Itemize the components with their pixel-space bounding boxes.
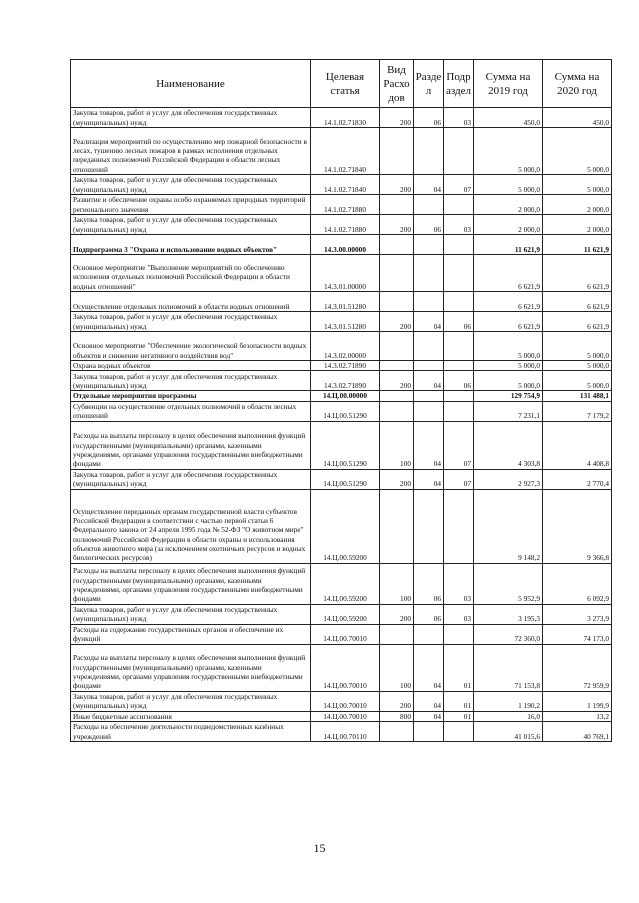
row-name: Закупка товаров, работ и услуг для обеспечения государственных (муниципальных) нужд [71,175,311,195]
table-row [71,711,612,721]
row-subsection: 01 [444,644,474,691]
row-section: 04 [414,691,444,711]
table-row [71,235,612,255]
row-sum-2019: 2 927,3 [474,469,543,489]
row-target-code: 14.1.02.71840 [311,128,380,175]
row-expense-type: 100 [380,644,414,691]
row-target-code: 14.1.02.71840 [311,175,380,195]
row-sum-2019: 6 621,9 [474,255,543,292]
header-sum-2020: Сумма на 2020 год [543,60,612,108]
row-section: 06 [414,215,444,235]
row-name: Расходы на выплаты персоналу в целях обеспечения выполнения функций государственными (муниципальными) органами, казенными учреждениями, органами управления государственными внебюджетными фондами [71,421,311,469]
row-section [414,401,444,421]
row-section: 04 [414,644,444,691]
row-name: Закупка товаров, работ и услуг для обеспечения государственных (муниципальных) нужд [71,215,311,235]
row-section [414,292,444,312]
row-sum-2020: 11 621,9 [543,235,612,255]
row-subsection [444,128,474,175]
row-section: 06 [414,108,444,128]
row-sum-2019: 5 000,0 [474,128,543,175]
row-sum-2020: 2 770,4 [543,469,612,489]
header-target: Целевая статья [311,60,380,108]
row-target-code: 14.3.00.00000 [311,235,380,255]
table-header-row [71,60,612,108]
row-section: 04 [414,711,444,721]
row-expense-type [380,489,414,563]
table-row [71,691,612,711]
table-row [71,721,612,741]
row-sum-2020: 5 000,0 [543,371,612,391]
row-expense-type [380,401,414,421]
row-sum-2020: 450,0 [543,108,612,128]
row-sum-2019: 2 000,0 [474,215,543,235]
row-expense-type: 200 [380,312,414,332]
header-name: Наименование [71,60,311,108]
row-subsection: 03 [444,215,474,235]
row-section [414,624,444,644]
row-target-code: 14.Ц.00.70010 [311,691,380,711]
row-sum-2020: 5 000,0 [543,128,612,175]
row-sum-2019: 5 000,0 [474,332,543,361]
row-subsection: 03 [444,563,474,604]
header-type: Вид Расхо дов [380,60,414,108]
row-subsection: 06 [444,312,474,332]
row-subsection: 01 [444,711,474,721]
row-expense-type [380,195,414,215]
row-sum-2019: 129 754,9 [474,391,543,401]
row-target-code: 14.Ц.00.70010 [311,644,380,691]
row-name: Реализация мероприятий по осуществлению мер пожарной безопасности в лесах, тушению лесных пожаров в рамках исполнения отдельных переданных полномочий Российской Федерации в области лесных отношений [71,128,311,175]
row-target-code: 14.Ц.00.70010 [311,624,380,644]
row-expense-type: 100 [380,563,414,604]
row-sum-2019: 5 000,0 [474,371,543,391]
row-sum-2019: 41 015,6 [474,721,543,741]
row-target-code: 14.Ц.00.00000 [311,391,380,401]
row-section: 04 [414,175,444,195]
table-row [71,175,612,195]
row-sum-2019: 4 303,8 [474,421,543,469]
row-name: Закупка товаров, работ и услуг для обеспечения государственных (муниципальных) нужд [71,371,311,391]
row-subsection: 03 [444,604,474,624]
row-sum-2020: 1 199,9 [543,691,612,711]
row-name: Развитие и обеспечение охраны особо охраняемых природных территорий регионального значения [71,195,311,215]
row-name: Осуществление переданных органам государственной власти субъектов Российской Федерации в соответствии с частью первой статьи 6 Федерального закона от 24 апреля 1995 года № 52-ФЗ "О животном мире" полномочий Российской Федерации в области охраны и использования объектов животного мира (за исключением охотничьих ресурсов и водных биологических ресурсов) [71,489,311,563]
table-row [71,371,612,391]
row-subsection: 07 [444,175,474,195]
table-row [71,312,612,332]
row-section: 04 [414,371,444,391]
row-sum-2019: 7 231,1 [474,401,543,421]
row-sum-2019: 6 621,9 [474,312,543,332]
row-subsection: 07 [444,421,474,469]
row-expense-type [380,361,414,371]
table-row [71,292,612,312]
header-section: Разде л [414,60,444,108]
row-name: Субвенции на осуществление отдельных полномочий в области лесных отношений [71,401,311,421]
row-name: Расходы на обеспечение деятельности подведомственных казённых учреждений [71,721,311,741]
budget-table [70,59,612,742]
row-expense-type [380,721,414,741]
row-name: Основное мероприятие "Выполнение мероприятий по обеспечению исполнения отдельных полномочий Российской Федерации в области водных отношений" [71,255,311,292]
row-sum-2020: 9 366,8 [543,489,612,563]
row-sum-2019: 72 360,0 [474,624,543,644]
row-expense-type: 100 [380,421,414,469]
row-subsection: 06 [444,371,474,391]
row-sum-2020: 6 621,9 [543,255,612,292]
row-name: Основное мероприятие "Обеспечение экологической безопасности водных объектов и снижение негативного воздействия вод" [71,332,311,361]
row-target-code: 14.3.02.71890 [311,371,380,391]
row-subsection: 01 [444,691,474,711]
row-sum-2020: 6 092,9 [543,563,612,604]
row-subsection [444,195,474,215]
row-sum-2019: 11 621,9 [474,235,543,255]
row-section [414,332,444,361]
row-sum-2019: 5 952,9 [474,563,543,604]
row-target-code: 14.1.02.71830 [311,108,380,128]
table-row [71,195,612,215]
row-sum-2020: 5 000,0 [543,175,612,195]
row-section [414,489,444,563]
row-section [414,361,444,371]
row-target-code: 14.3.02.00000 [311,332,380,361]
table-row [71,128,612,175]
table-row [71,391,612,401]
row-expense-type [380,235,414,255]
row-subsection [444,361,474,371]
row-sum-2020: 5 000,0 [543,361,612,371]
row-target-code: 14.Ц.00.51290 [311,469,380,489]
row-expense-type: 200 [380,371,414,391]
row-expense-type: 800 [380,711,414,721]
row-subsection [444,391,474,401]
row-target-code: 14.1.02.71880 [311,215,380,235]
table-body [71,108,612,742]
row-sum-2020: 6 621,9 [543,312,612,332]
row-name: Расходы на содержание государственных органов и обеспечение их функций [71,624,311,644]
table-row [71,644,612,691]
row-subsection [444,235,474,255]
row-sum-2020: 13,2 [543,711,612,721]
header-subsection: Подр аздел [444,60,474,108]
row-expense-type [380,624,414,644]
row-sum-2019: 9 148,2 [474,489,543,563]
row-target-code: 14.3.01.51280 [311,312,380,332]
row-sum-2019: 5 000,0 [474,361,543,371]
row-sum-2020: 2 000,0 [543,195,612,215]
row-sum-2020: 6 621,9 [543,292,612,312]
row-name: Закупка товаров, работ и услуг для обеспечения государственных (муниципальных) нужд [71,604,311,624]
row-expense-type [380,292,414,312]
row-section [414,235,444,255]
row-sum-2019: 71 153,8 [474,644,543,691]
row-sum-2020: 131 488,1 [543,391,612,401]
table-row [71,332,612,361]
row-sum-2019: 16,0 [474,711,543,721]
row-name: Иные бюджетные ассигнования [71,711,311,721]
row-target-code: 14.Ц.00.59200 [311,489,380,563]
table-row [71,489,612,563]
row-sum-2020: 4 408,8 [543,421,612,469]
row-section [414,128,444,175]
table-row [71,255,612,292]
row-section: 04 [414,312,444,332]
row-sum-2020: 5 000,0 [543,332,612,361]
table-row [71,108,612,128]
row-target-code: 14.Ц.00.70010 [311,711,380,721]
row-name: Отдельные мероприятия программы [71,391,311,401]
table-row [71,604,612,624]
page-number: 15 [313,841,326,855]
row-target-code: 14.3.01.51280 [311,292,380,312]
row-expense-type: 200 [380,215,414,235]
row-expense-type: 200 [380,108,414,128]
row-subsection [444,332,474,361]
row-section [414,391,444,401]
row-expense-type: 200 [380,469,414,489]
row-target-code: 14.Ц.00.51290 [311,421,380,469]
row-subsection [444,401,474,421]
row-name: Подпрограмма 3 "Охрана и использование водных объектов" [71,235,311,255]
row-subsection [444,721,474,741]
table-row [71,421,612,469]
row-target-code: 14.Ц.00.70110 [311,721,380,741]
row-target-code: 14.3.01.00000 [311,255,380,292]
row-sum-2019: 3 195,3 [474,604,543,624]
row-subsection [444,255,474,292]
table-row [71,469,612,489]
row-target-code: 14.1.02.71880 [311,195,380,215]
row-expense-type: 200 [380,175,414,195]
row-expense-type: 200 [380,691,414,711]
row-target-code: 14.Ц.00.51290 [311,401,380,421]
table-row [71,624,612,644]
row-section [414,721,444,741]
table-row [71,563,612,604]
table-row [71,215,612,235]
table-row [71,361,612,371]
row-expense-type [380,391,414,401]
row-sum-2020: 74 173,0 [543,624,612,644]
row-name: Расходы на выплаты персоналу в целях обеспечения выполнения функций государственными (муниципальными) органами, казенными учреждениями, органами управления государственными внебюджетными фондами [71,563,311,604]
row-sum-2019: 5 000,0 [474,175,543,195]
row-name: Расходы на выплаты персоналу в целях обеспечения выполнения функций государственными (муниципальными) органами, казенными учреждениями, органами управления государственными внебюджетными фондами [71,644,311,691]
row-target-code: 14.Ц.00.59200 [311,563,380,604]
row-section: 06 [414,604,444,624]
row-sum-2020: 72 959,9 [543,644,612,691]
table-row [71,401,612,421]
row-name: Охрана водных объектов [71,361,311,371]
row-section [414,195,444,215]
row-expense-type [380,332,414,361]
row-expense-type [380,128,414,175]
row-subsection [444,292,474,312]
row-expense-type [380,255,414,292]
row-name: Осуществление отдельных полномочий в области водных отношений [71,292,311,312]
row-target-code: 14.3.02.71890 [311,361,380,371]
row-sum-2020: 2 000,0 [543,215,612,235]
row-subsection [444,624,474,644]
row-name: Закупка товаров, работ и услуг для обеспечения государственных (муниципальных) нужд [71,108,311,128]
row-section: 06 [414,563,444,604]
row-sum-2019: 450,0 [474,108,543,128]
row-sum-2020: 40 769,1 [543,721,612,741]
row-expense-type: 200 [380,604,414,624]
row-sum-2020: 7 179,2 [543,401,612,421]
row-target-code: 14.Ц.00.59200 [311,604,380,624]
row-name: Закупка товаров, работ и услуг для обеспечения государственных (муниципальных) нужд [71,469,311,489]
row-name: Закупка товаров, работ и услуг для обеспечения государственных (муниципальных) нужд [71,312,311,332]
row-subsection: 03 [444,108,474,128]
row-subsection: 07 [444,469,474,489]
row-sum-2019: 6 621,9 [474,292,543,312]
row-section: 04 [414,421,444,469]
row-name: Закупка товаров, работ и услуг для обеспечения государственных (муниципальных) нужд [71,691,311,711]
row-sum-2019: 2 000,0 [474,195,543,215]
row-sum-2019: 1 190,2 [474,691,543,711]
row-sum-2020: 3 273,9 [543,604,612,624]
row-subsection [444,489,474,563]
header-sum-2019: Сумма на 2019 год [474,60,543,108]
row-section: 04 [414,469,444,489]
row-section [414,255,444,292]
